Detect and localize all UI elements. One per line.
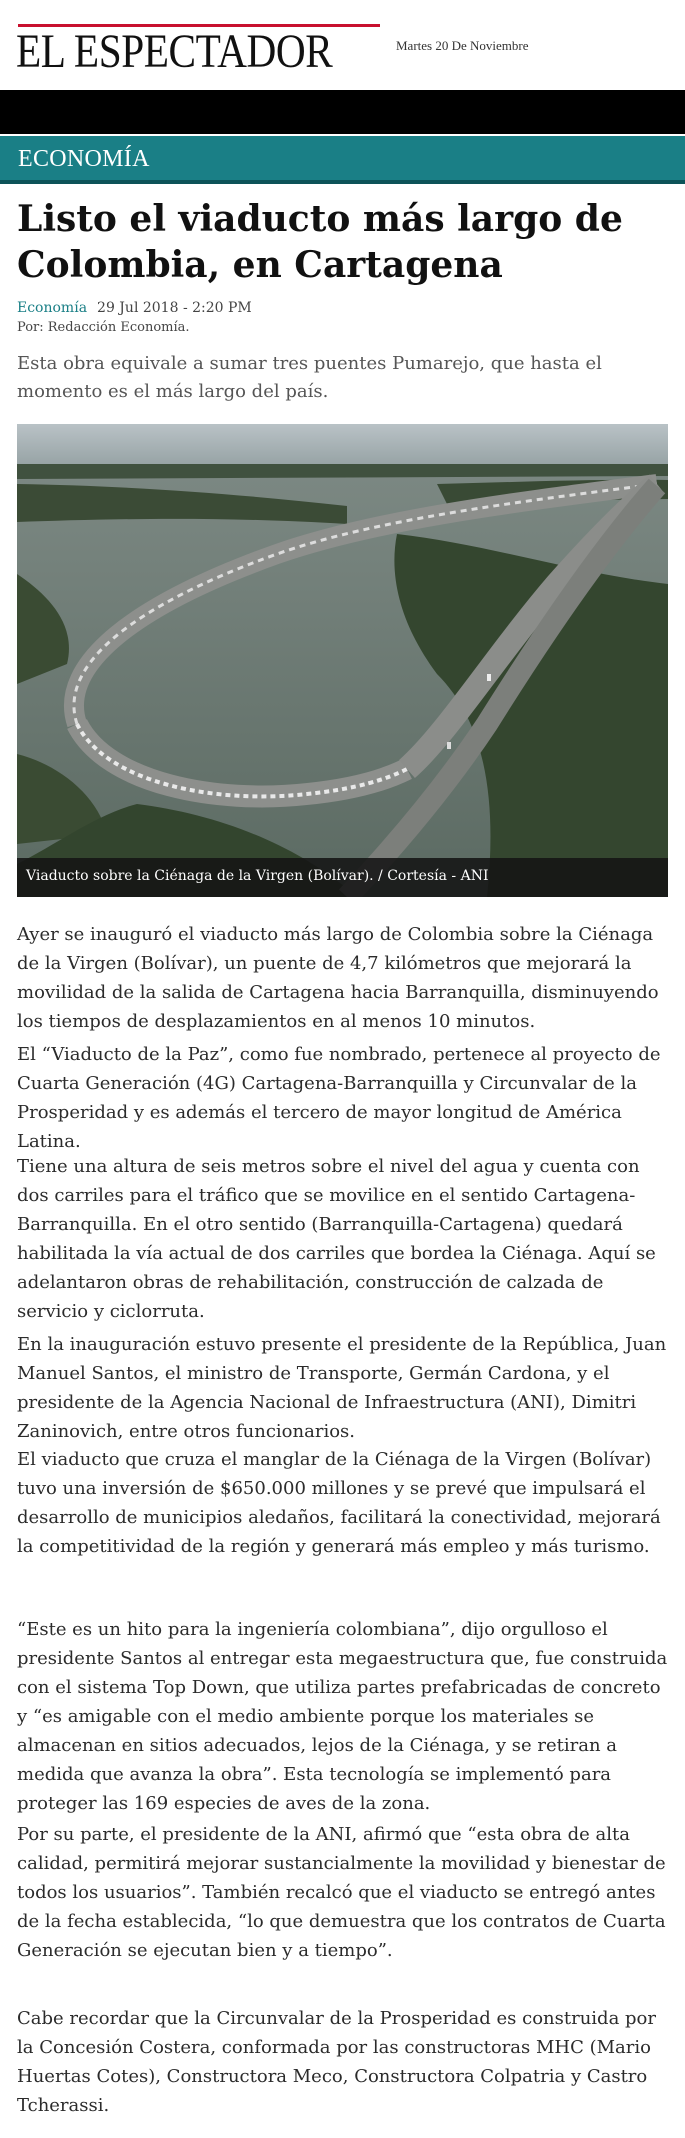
top-navigation-bar — [0, 90, 685, 134]
article-paragraph: “Este es un hito para la ingeniería colombiana”, dijo orgulloso el presidente Santos al entregar esta megaestructura que, fue construida con el sistema Top Down, que utiliza partes prefabricadas de concreto y “es amigable con el medio ambiente porque los materiales se almacenan en sitios adecuados, lejos de la Ciénaga, y se retiran a medida que avanza la obra”. Esta tecnología se implementó para proteger las 169 especies de aves de la zona. — [17, 1619, 668, 1814]
article-paragraph: Cabe recordar que la Circunvalar de la Prosperidad es construida por la Concesión Costera, conformada por las constructoras MHC (Mario Huertas Cotes), Constructora Meco, Constructora Colpatria y Castro Tcherassi. — [17, 2008, 656, 2116]
article-byline: Por: Redacción Economía. — [17, 320, 190, 335]
photo-caption-text: Viaducto sobre la Ciénaga de la Virgen (Bolívar). / Cortesía - ANI — [26, 868, 489, 884]
article-photo — [17, 424, 668, 897]
article-meta — [17, 300, 252, 316]
article-paragraph: El viaducto que cruza el manglar de la Ciénaga de la Virgen (Bolívar) tuvo una inversión de $650.000 millones y se prevé que impulsará el desarrollo de municipios aledaños, facilitará la conectividad, mejorará la competitividad de la región y generará más empleo y más turismo. — [17, 1449, 661, 1557]
article-paragraph: El “Viaducto de la Paz”, como fue nombrado, pertenece al proyecto de Cuarta Generación (4G) Cartagena-Barranquilla y Circunvalar de la Prosperidad y es además el tercero de mayor longitud de América Latina. — [17, 1044, 661, 1152]
masthead — [0, 0, 685, 90]
article-paragraph: Tiene una altura de seis metros sobre el nivel del agua y cuenta con dos carriles para el tráfico que se movilice en el sentido Cartagena-Barranquilla. En el otro sentido (Barranquilla-Cartagena) quedará habilitada la vía actual de dos carriles que bordea la Ciénaga. Aquí se adelantaron obras de rehabilitación, construcción de calzada de servicio y ciclorruta. — [17, 1156, 656, 1322]
masthead-date: Martes 20 De Noviembre — [396, 38, 529, 53]
article-lede: Esta obra equivale a sumar tres puentes Pumarejo, que hasta el momento es el más largo del país. — [17, 353, 602, 402]
site-logo[interactable]: EL ESPECTADOR — [16, 25, 333, 78]
article-category-link[interactable]: Economía — [17, 300, 88, 316]
article-paragraph: En la inauguración estuvo presente el presidente de la República, Juan Manuel Santos, el ministro de Transporte, Germán Cardona, y el presidente de la Agencia Nacional de Infraestructura (ANI), Dimitri Zaninovich, entre otros funcionarios. — [17, 1334, 667, 1442]
photo-caption — [17, 858, 668, 897]
article-paragraph: Ayer se inauguró el viaducto más largo de Colombia sobre la Ciénaga de la Virgen (Bolívar), un puente de 4,7 kilómetros que mejorará la movilidad de la salida de Cartagena hacia Barranquilla, disminuyendo los tiempos de desplazamientos en al menos 10 minutos. — [17, 924, 659, 1032]
article-title: Listo el viaducto más largo de Colombia, en Cartagena — [17, 198, 623, 286]
section-header[interactable] — [0, 136, 685, 184]
article-datetime: 29 Jul 2018 - 2:20 PM — [97, 300, 252, 316]
section-label: ECONOMÍA — [18, 146, 150, 172]
article-paragraph: Por su parte, el presidente de la ANI, afirmó que “esta obra de alta calidad, permitirá mejorar sustancialmente la movilidad y bienestar de todos los usuarios”. También recalcó que el viaducto se entregó antes de la fecha establecida, “lo que demuestra que los contratos de Cuarta Generación se ejecutan bien y a tiempo”. — [17, 1824, 666, 1961]
